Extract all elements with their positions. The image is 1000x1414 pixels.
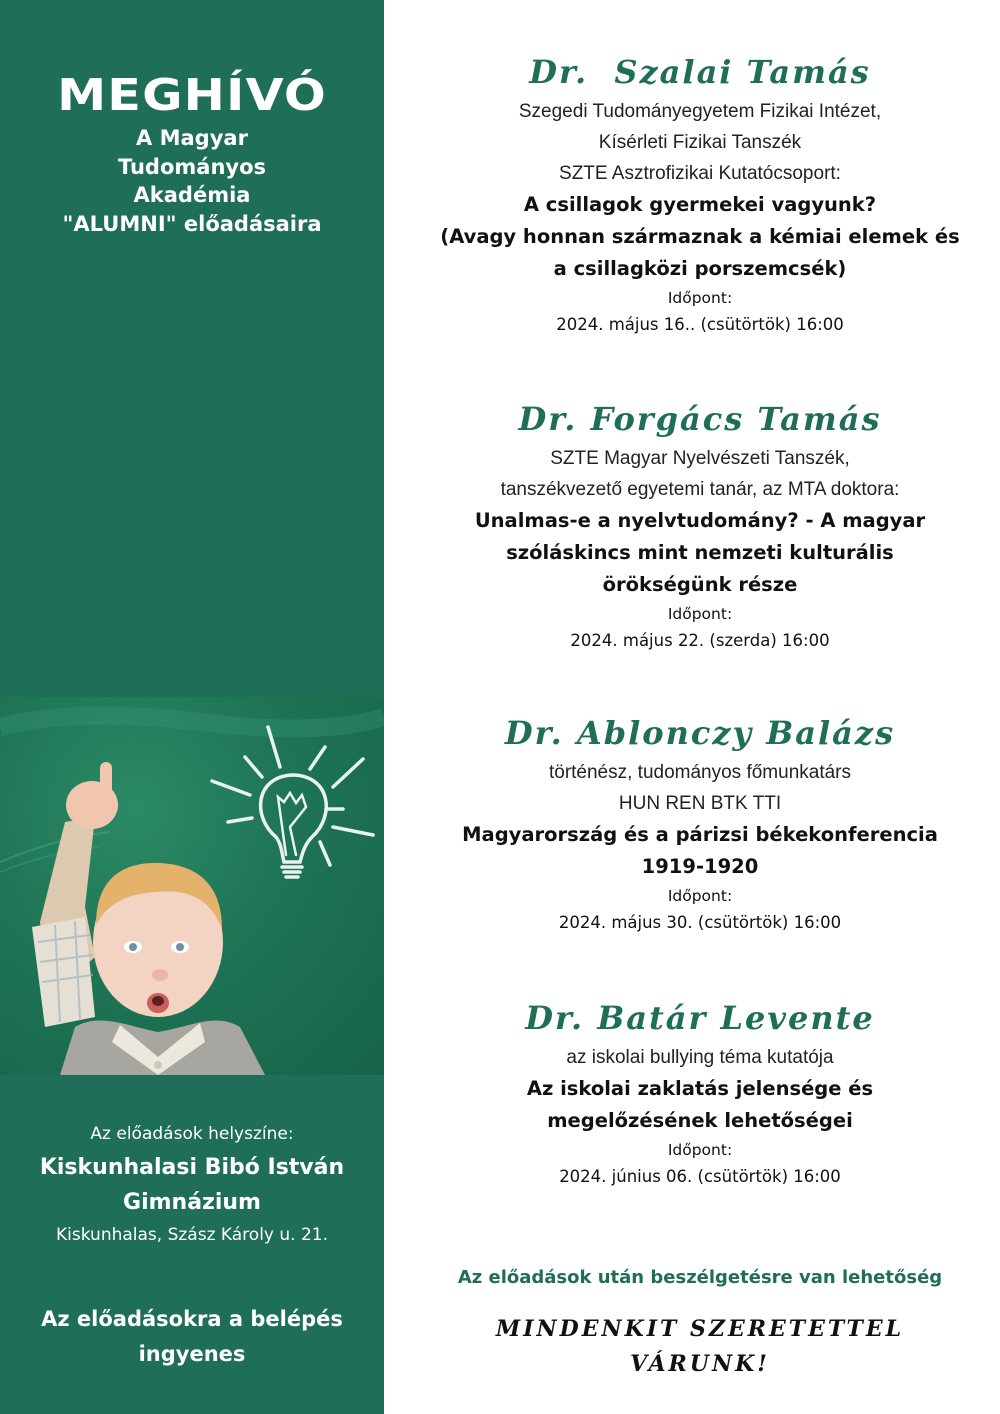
affiliation-line: SZTE Magyar Nyelvészeti Tanszék,	[550, 448, 850, 469]
time-label: Időpont:	[667, 887, 733, 905]
entry-line: ingyenes	[138, 1342, 246, 1366]
welcome-line: MINDENKIT SZERETETTEL	[495, 1316, 905, 1342]
venue-address: Kiskunhalas, Szász Károly u. 21.	[56, 1225, 328, 1245]
venue-label: Az előadások helyszíne:	[90, 1124, 294, 1144]
entry-line: Az előadásokra a belépés	[41, 1307, 343, 1331]
invitation-subtitle	[0, 124, 384, 238]
affiliation-line: tanszékvezető egyetemi tanár, az MTA doktora:	[500, 479, 900, 500]
left-panel	[0, 0, 384, 1414]
light-bulb-icon	[212, 727, 373, 877]
speaker-affiliation	[420, 96, 980, 189]
talk-datetime: 2024. május 30. (csütörtök) 16:00	[558, 913, 842, 932]
venue-name-line: Gimnázium	[123, 1190, 261, 1215]
speaker-affiliation	[420, 757, 980, 819]
talk-line: Az iskolai zaklatás jelensége és	[526, 1077, 874, 1100]
time-label: Időpont:	[667, 1141, 733, 1159]
boy-chalkboard-photo	[0, 697, 384, 1075]
talk-line: A csillagok gyermekei vagyunk?	[523, 193, 877, 216]
speaker-name: Dr. Batár Levente	[525, 999, 875, 1037]
talk-datetime: 2024. május 16.. (csütörtök) 16:00	[556, 315, 844, 334]
talk-title	[420, 505, 980, 601]
speaker-name: Dr. Szalai Tamás	[529, 53, 871, 91]
subtitle-line: Akadémia	[133, 183, 251, 207]
speaker-name: Dr. Ablonczy Balázs	[504, 714, 896, 752]
speaker-section-szalai	[420, 52, 980, 338]
invitation-title-block	[0, 70, 384, 238]
venue-block	[0, 1122, 384, 1248]
affiliation-line: HUN REN BTK TTI	[618, 793, 782, 814]
venue-name	[0, 1150, 384, 1220]
talk-line: Unalmas-e a nyelvtudomány? - A magyar	[474, 509, 926, 532]
photo-illustration	[0, 697, 384, 1075]
talk-title	[420, 1073, 980, 1137]
talk-title	[420, 189, 980, 285]
speaker-section-ablonczy	[420, 713, 980, 936]
talk-datetime: 2024. június 06. (csütörtök) 16:00	[559, 1167, 841, 1186]
speaker-affiliation	[420, 1042, 980, 1073]
venue-name-line: Kiskunhalasi Bibó István	[39, 1155, 345, 1180]
welcome-line: VÁRUNK!	[630, 1351, 770, 1377]
talk-line: örökségünk része	[602, 573, 798, 596]
talk-datetime: 2024. május 22. (szerda) 16:00	[570, 631, 830, 650]
affiliation-line: Szegedi Tudományegyetem Fizikai Intézet,	[518, 101, 882, 122]
affiliation-line: Kísérleti Fizikai Tanszék	[598, 132, 802, 153]
talk-line: (Avagy honnan származnak a kémiai elemek és	[440, 225, 960, 248]
talk-line: szóláskincs mint nemzeti kulturális	[506, 541, 894, 564]
time-label: Időpont:	[667, 605, 733, 623]
speaker-affiliation	[420, 443, 980, 505]
speaker-name: Dr. Forgács Tamás	[518, 400, 882, 438]
welcome-message	[420, 1312, 980, 1382]
time-label: Időpont:	[667, 289, 733, 307]
talk-line: megelőzésének lehetőségei	[547, 1109, 853, 1132]
talk-line: a csillagközi porszemcsék)	[553, 257, 847, 280]
subtitle-line: Tudományos	[117, 154, 267, 179]
invitation-title: MEGHÍVÓ	[57, 70, 327, 121]
speaker-section-batar	[420, 998, 980, 1190]
affiliation-line: az iskolai bullying téma kutatója	[566, 1047, 834, 1068]
subtitle-line: "ALUMNI" előadásaira	[62, 211, 322, 236]
speaker-section-forgacs	[420, 399, 980, 654]
talk-line: 1919-1920	[641, 855, 759, 878]
subtitle-line: A Magyar	[136, 126, 248, 150]
talk-line: Magyarország és a párizsi békekonferencia	[462, 823, 938, 846]
free-entry-notice	[0, 1302, 384, 1372]
discussion-note: Az előadások után beszélgetésre van lehetőség	[457, 1267, 943, 1288]
affiliation-line: történész, tudományos főmunkatárs	[548, 762, 852, 783]
affiliation-line: SZTE Asztrofizikai Kutatócsoport:	[559, 163, 841, 184]
talk-title	[420, 819, 980, 883]
